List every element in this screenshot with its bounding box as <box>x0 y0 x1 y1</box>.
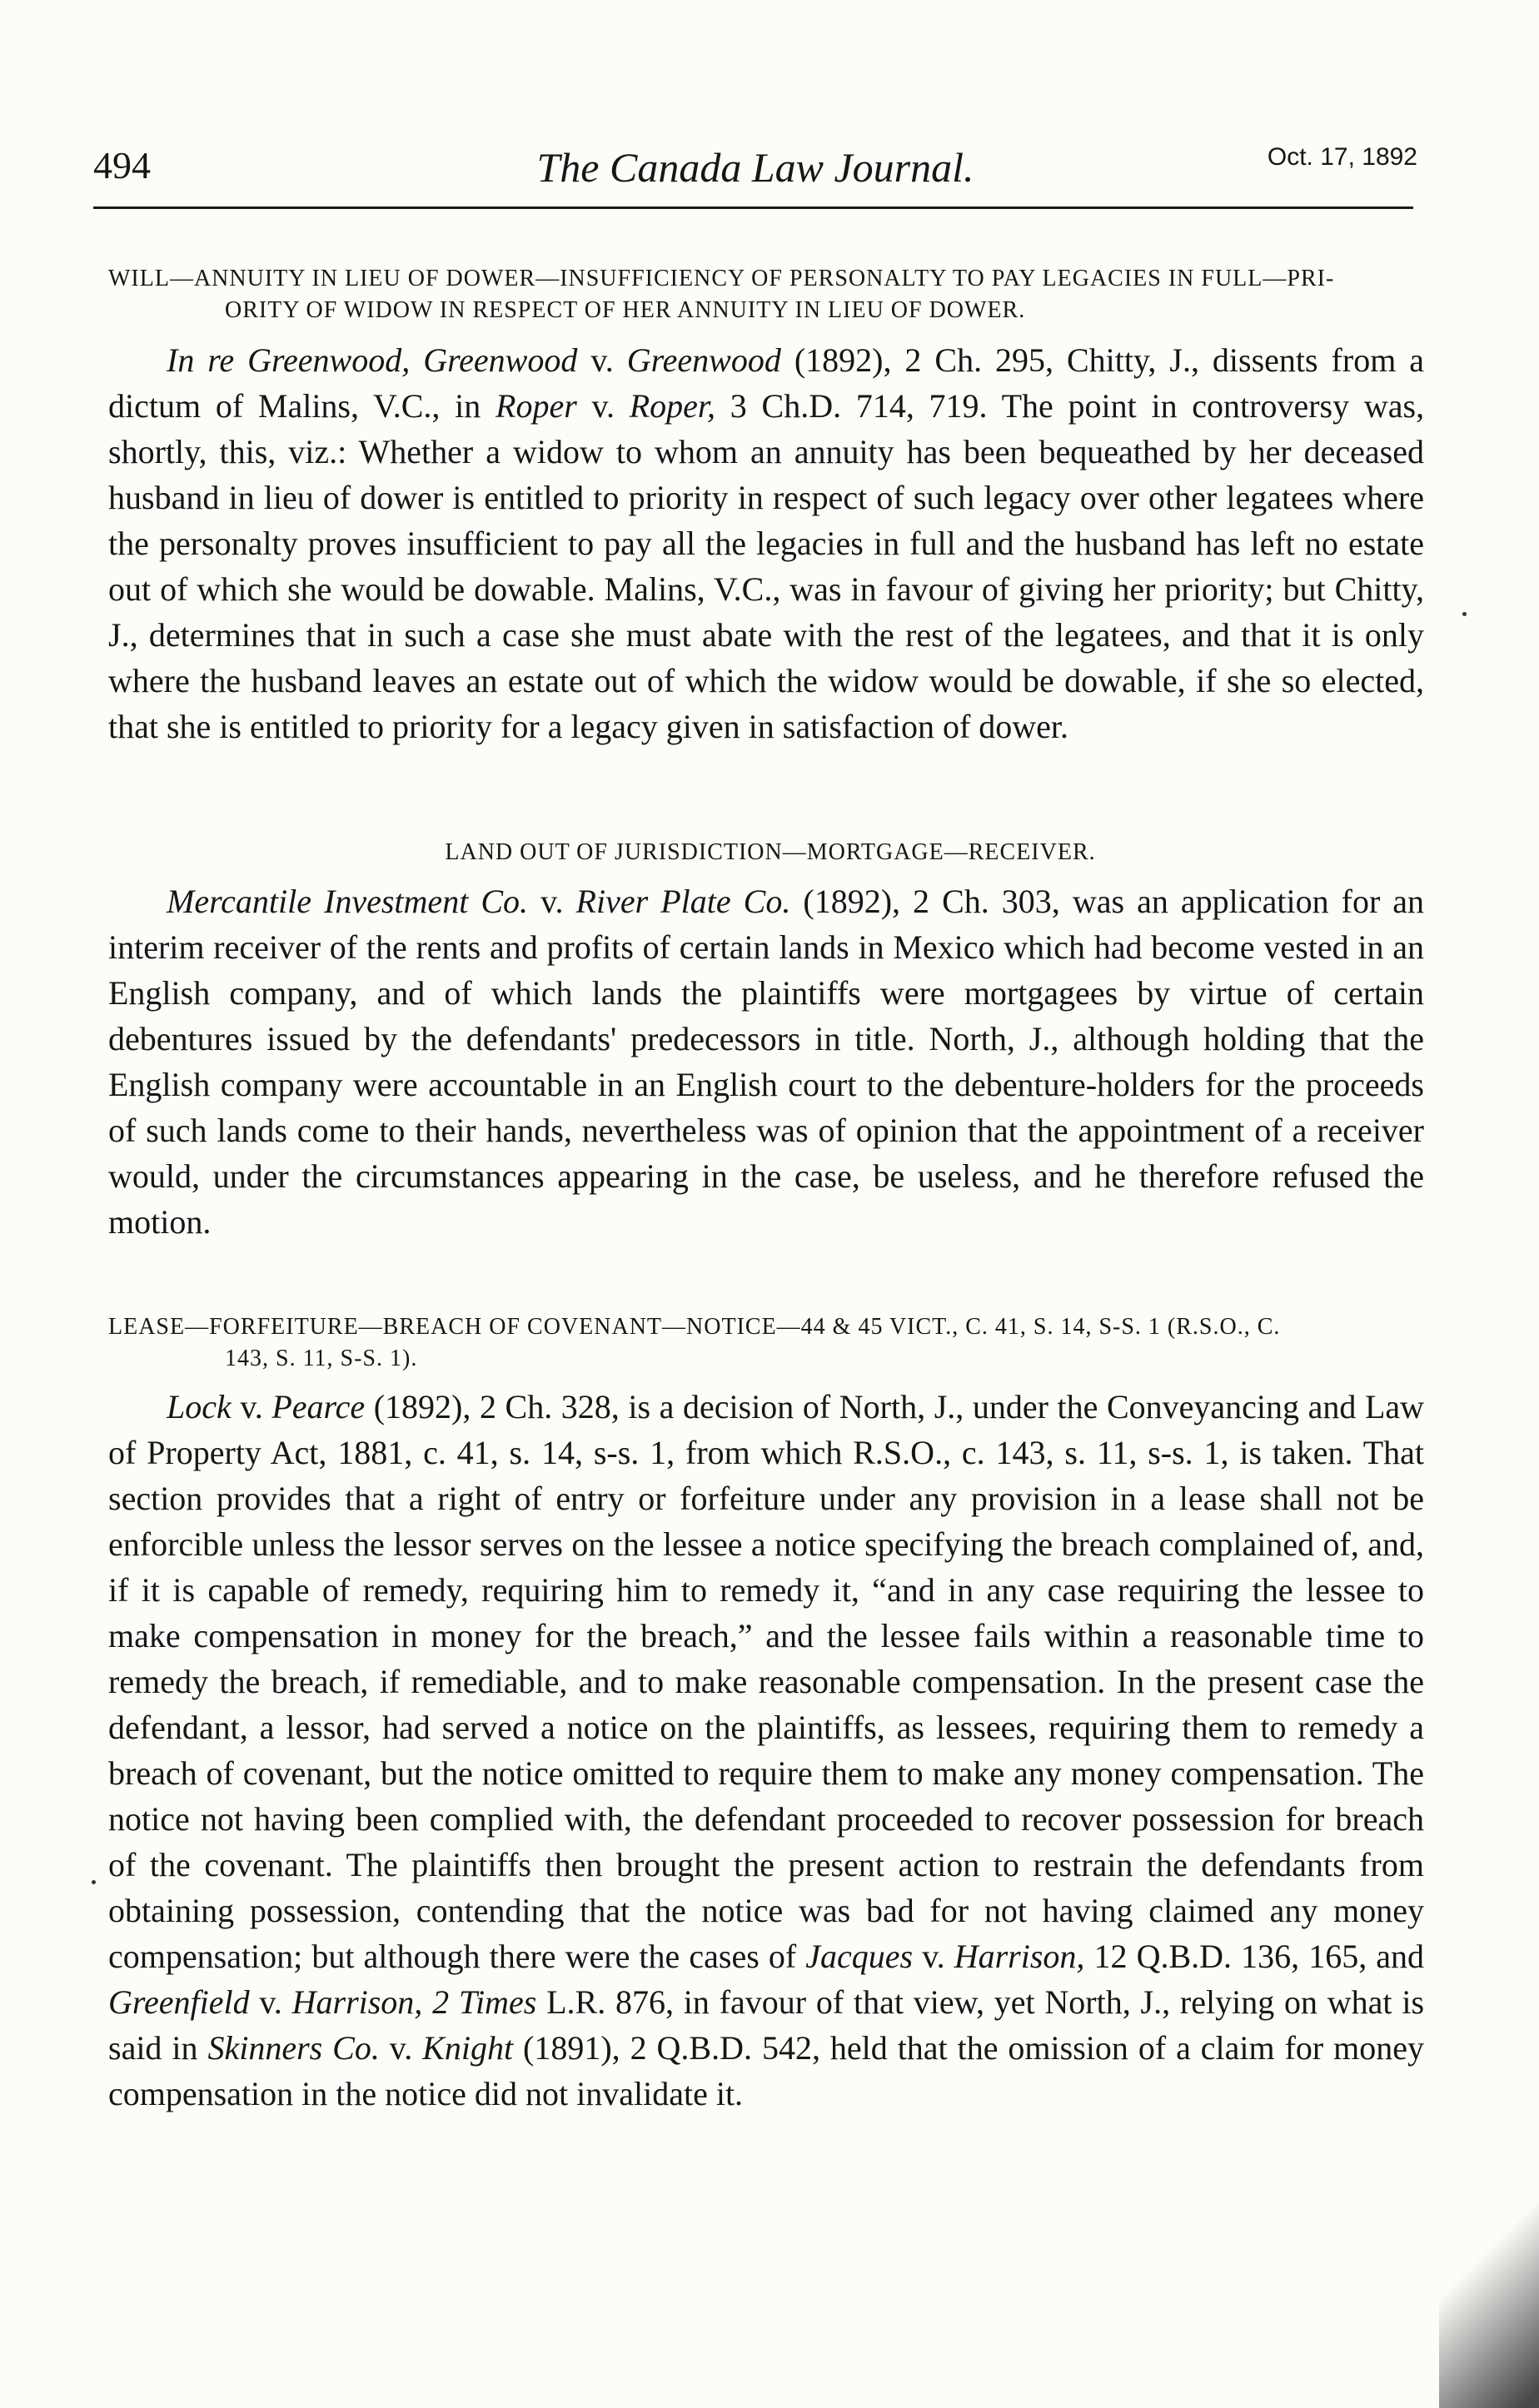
scan-speck <box>92 1880 96 1884</box>
case-name: Greenwood <box>626 341 781 379</box>
body-text: 3 Ch.D. 714, 719. The point in controversy was, shortly, this, viz.: Whether a widow to whom an annuity has been bequeathed by her deceased husband in lieu of dower is entitled to priority in respect of such legacy over other legatees where the personalty proves insufficient to pay all the legacies in full and the husband has left no estate out of which she would be dowable. Malins, V.C., was in favour of giving her priority; but Chitty, J., determines that in such a case she must abate with the rest of the legatees, and that it is only where the husband leaves an estate out of which the widow would be dowable, if she so elected, that she is entitled to priority for a legacy given in satisfaction of dower. <box>108 387 1425 745</box>
paragraph-lock-pearce: Lock v. Pearce (1892), 2 Ch. 328, is a decision of North, J., under the Conveyancing and Law of Property Act, 1881, c. 41, s. 14, s-s. 1, from which R.S.O., c. 143, s. 11, s-s. 1, is taken. That section provides that a right of entry or forfeiture under any provision in a lease shall not be enforcible unless the lessor serves on the lessee a notice specifying the breach complained of, and, if it is capable of remedy, requiring him to remedy it, “and in any case requiring the lessee to make compensation in money for the breach,” and the lessee fails within a reasonable time to remedy the breach, if remediable, and to make reasonable compensation. In the present case the defendant, a lessor, had served a notice on the plaintiffs, as lessees, requiring them to remedy a breach of covenant, but the notice omitted to require them to make any money compensation. The notice not having been complied with, the defendant proceeded to recover possession for breach of the covenant. The plaintiffs then brought the present action to restrain the defendants from obtaining possession, contending that the notice was bad for not having claimed any money compensation; but although there were the cases of Jacques v. Harrison, 12 Q.B.D. 136, 165, and Greenfield v. Harrison, 2 Times L.R. 876, in favour of that view, yet North, J., relying on what is said in Skinners Co. v. Knight (1891), 2 Q.B.D. 542, held that the omission of a claim for money compensation in the notice did not invalidate it. <box>108 1388 1425 2112</box>
paragraph-greenwood: In re Greenwood, Greenwood v. Greenwood (1892), 2 Ch. 295, Chitty, J., dissents from a dictum of Malins, V.C., in Roper v. Roper, 3 Ch.D. 714, 719. The point in controversy was, shortly, this, viz.: Whether a widow to whom an annuity has been bequeathed by her deceased husband in lieu of dower is entitled to priority in respect of such legacy over other legatees where the personalty proves insufficient to pay all the legacies in full and the husband has left no estate out of which she would be dowable. Malins, V.C., was in favour of giving her priority; but Chitty, J., determines that in such a case she must abate with the rest of the legatees, and that it is only where the husband leaves an estate out of which the widow would be dowable, if she so elected, that she is entitled to priority for a legacy given in satisfaction of dower. <box>108 341 1425 745</box>
case-name: Jacques <box>805 1938 914 1975</box>
section-heading-will <box>108 263 1416 326</box>
case-name: River Plate Co. <box>575 883 791 920</box>
section-heading-lease <box>108 1311 1416 1375</box>
case-name: In re Greenwood, Greenwood <box>167 341 578 379</box>
section-heading-land: LAND OUT OF JURISDICTION—MORTGAGE—RECEIVER. <box>445 839 1096 865</box>
journal-title: The Canada Law Journal. <box>536 144 974 191</box>
case-name: Harrison, 2 Times <box>291 1983 537 2021</box>
section-heading-line: ORITY OF WIDOW IN RESPECT OF HER ANNUITY IN LIEU OF DOWER. <box>225 297 1026 323</box>
section-heading-line: 143, S. 11, S-S. 1). <box>225 1346 418 1371</box>
section-heading-line: LEASE—FORFEITURE—BREACH OF COVENANT—NOTICE—44 & 45 VICT., C. 41, S. 14, S-S. 1 (R.S.O., C. <box>108 1314 1281 1340</box>
page-header <box>93 143 1417 210</box>
case-name: Lock <box>167 1388 232 1425</box>
page-edge-shadow <box>1439 2158 1539 2408</box>
section-heading-line: WILL—ANNUITY IN LIEU OF DOWER—INSUFFICIENCY OF PERSONALTY TO PAY LEGACIES IN FULL—PRI- <box>108 266 1335 291</box>
case-name: Knight <box>422 2029 514 2067</box>
header-rule <box>93 206 1413 209</box>
case-name: Skinners Co. <box>207 2029 380 2067</box>
body-text: (1891), 2 Q.B.D. 542, held that the omission of a claim for money compensation in the notice did not invalidate it. <box>108 2029 1425 2112</box>
case-name: Greenfield <box>108 1983 250 2021</box>
body-text: (1892), 2 Ch. 328, is a decision of North, J., under the Conveyancing and Law of Property Act, 1881, c. 41, s. 14, s-s. 1, from which R.S.O., c. 143, s. 11, s-s. 1, is taken. That section provides that a right of entry or forfeiture under any provision in a lease shall not be enforcible unless the lessor serves on the lessee a notice specifying the breach complained of, and, if it is capable of remedy, requiring him to remedy it, “and in any case requiring the lessee to make compensation in money for the breach,” and the lessee fails within a reasonable time to remedy the breach, if remediable, and to make reasonable compensation. In the present case the defendant, a lessor, had served a notice on the plaintiffs, as lessees, requiring them to remedy a breach of covenant, but the notice omitted to require them to make any money compensation. The notice not having been complied with, the defendant proceeded to recover possession for breach of the covenant. The plaintiffs then brought the present action to restrain the defendants from obtaining possession, contending that the notice was bad for not having claimed any money compensation; but although there were the cases of <box>108 1388 1425 1975</box>
body-text: (1892), 2 Ch. 295, Chitty, J., dissents from a dictum of Malins, V.C., in <box>108 341 1425 425</box>
case-name: Pearce <box>271 1388 366 1425</box>
case-name: Roper, <box>629 387 716 425</box>
issue-date: Oct. 17, 1892 <box>1267 143 1417 171</box>
body-text: L.R. 876, in favour of that view, yet North, J., relying on what is said in <box>108 1983 1425 2067</box>
scan-speck <box>1462 612 1467 616</box>
paragraph-mercantile: Mercantile Investment Co. v. River Plate Co. (1892), 2 Ch. 303, was an application for an interim receiver of the rents and profits of certain lands in Mexico which had become vested in an English company, and of which lands the plaintiffs were mortgagees by virtue of certain debentures issued by the defendants' predecessors in title. North, J., although holding that the English company were accountable in an English court to the debenture-holders for the proceeds of such lands come to their hands, nevertheless was of opinion that the appointment of a receiver would, under the circumstances appearing in the case, be useless, and he therefore refused the motion. <box>108 883 1425 1241</box>
body-text: (1892), 2 Ch. 303, was an application for an interim receiver of the rents and profits of certain lands in Mexico which had become vested in an English company, and of which lands the plaintiffs were mortgagees by virtue of certain debentures issued by the defendants' predecessors in title. North, J., although holding that the English company were accountable in an English court to the debenture-holders for the proceeds of such lands come to their hands, nevertheless was of opinion that the appointment of a receiver would, under the circumstances appearing in the case, be useless, and he therefore refused the motion. <box>108 883 1425 1241</box>
case-name: Harrison, <box>954 1938 1085 1975</box>
case-name: Roper <box>496 387 577 425</box>
case-name: Mercantile Investment Co. <box>167 883 529 920</box>
body-text: 12 Q.B.D. 136, 165, and <box>1093 1938 1425 1975</box>
page-number: 494 <box>93 144 151 187</box>
